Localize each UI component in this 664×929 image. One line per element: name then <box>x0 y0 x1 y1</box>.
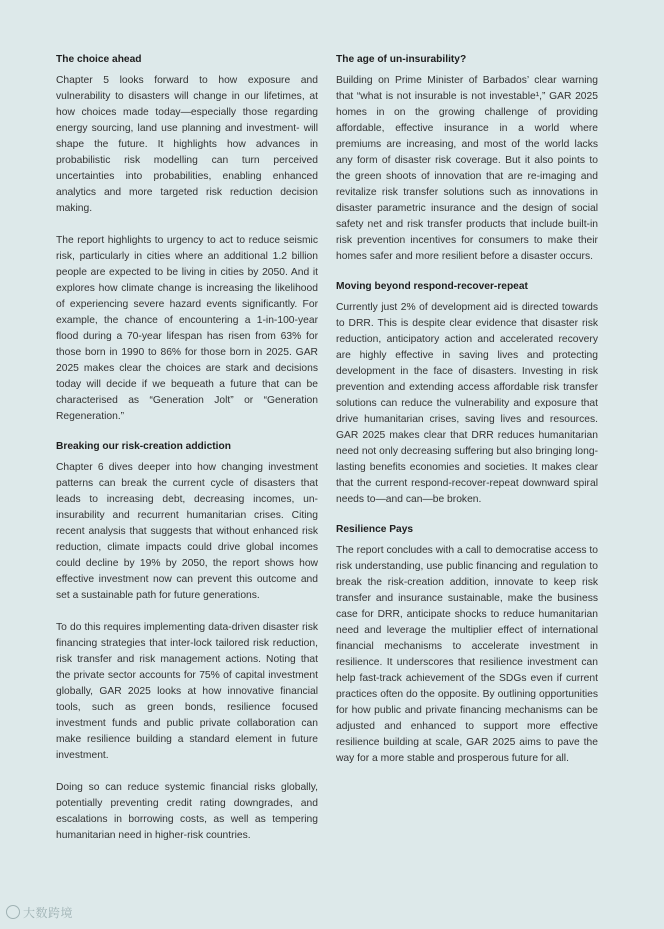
left-column <box>56 53 318 844</box>
paragraph: Doing so can reduce systemic financial risks globally, potentially preventing credit rating downgrades, and escalations in borrowing costs, as well as tempering humanitarian need in higher-risk countries. <box>56 782 318 841</box>
section-heading-risk-creation: Breaking our risk-creation addiction <box>56 441 231 452</box>
watermark <box>6 904 73 921</box>
watermark-text: 大数跨境 <box>23 906 74 920</box>
paragraph: To do this requires implementing data-driven disaster risk financing strategies that inter-lock tailored risk reduction, risk transfer and risk management actions. Noting that the private sector accounts for 75% of capital investment globally, GAR 2025 looks at how innovative financial tools, such as green bonds, resilience focused investment funds and public private collaboration can make resilience building a standard element in future investment. <box>56 622 318 761</box>
paragraph: The report concludes with a call to democratise access to risk understanding, use public financing and regulation to break the risk-creation addition, innovate to keep risk transfer and insurance sustainable, make the business case for DRR, anticipate shocks to reduce humanitarian need and leverage the multiplier effect of international financial mechanisms to accelerate investment in resilience. It underscores that resilience investment can help fast-track achievement of the SDGs even if current practices often do the opposite. By outlining opportunities for how public and private financing mechanisms can be adjusted and enhanced to support more effective resilience building at scale, GAR 2025 aims to pave the way for a more stable and prosperous future for all. <box>336 545 598 764</box>
paragraph: The report highlights to urgency to act to reduce seismic risk, particularly in cities where an additional 1.2 billion people are expected to be living in cities by 2050. And it explores how climate change is increasing the likelihood of experiencing severe hazard events significantly. For example, the chance of encountering a 1-in-100-year flood during a 70-year lifespan has risen from 63% for those born in 1990 to 86% for those born in 2025. GAR 2025 makes clear the choices are stark and decisions today will decide if we bequeath a future that can be characterised as “Generation Jolt” or “Generation Regeneration.” <box>56 235 318 422</box>
section-heading-resilience-pays: Resilience Pays <box>336 524 414 535</box>
section-heading-respond-recover: Moving beyond respond-recover-repeat <box>336 281 528 292</box>
paragraph: Currently just 2% of development aid is directed towards to DRR. This is despite clear evidence that disaster risk reduction, anticipatory action and accelerated recovery are highly effective in saving lives and protecting development in the face of disasters. Investing in risk prevention and extending access affordable risk transfer solutions can reduce the vulnerability and exposure that drive humanitarian crises, saving lives and resources. GAR 2025 makes clear that DRR reduces humanitarian need not only decreasing suffering but also bringing long-lasting benefits economies and societies. It makes clear that the current respond-recover-repeat downward spiral needs to—and can—be broken. <box>336 302 598 505</box>
paragraph: Chapter 6 dives deeper into how changing investment patterns can break the current cycle of disasters that leads to increasing debt, decreasing incomes, un-insurability and recurrent humanitarian crises. Citing recent analysis that suggests that without enhanced risk reduction, climate impacts could drive global incomes could decline by 19% by 2050, the report shows how effective investment now can prevent this outcome and set a sustainable path for future generations. <box>56 462 318 601</box>
right-column <box>336 53 598 767</box>
watermark-logo-icon <box>6 905 20 919</box>
paragraph: Building on Prime Minister of Barbados’ clear warning that “what is not insurable is not investable¹,” GAR 2025 homes in on the growing challenge of providing affordable, effective insurance in a world where premiums are increasing, and most of the world lacks any form of disaster risk coverage. But it also points to the green shoots of innovation that are re-imaging and revitalize risk transfer solutions such as innovations in disaster parametric insurance and the design of social safety net and risk transfer products that include built-in risk prevention incentives for consumers to make their homes safer and more resilient before a disaster occurs. <box>336 75 598 262</box>
section-heading-un-insurability: The age of un-insurability? <box>336 54 467 65</box>
paragraph: Chapter 5 looks forward to how exposure and vulnerability to disasters will change in our lifetimes, at how choices made today—especially those regarding energy sourcing, land use planning and investment- will shape the future. It highlights how advances in probabilistic risk modelling can turn perceived uncertainties into probabilities, enabling enhanced analytics and more targeted risk reduction decision making. <box>56 75 318 214</box>
section-heading-choice-ahead: The choice ahead <box>56 54 142 65</box>
